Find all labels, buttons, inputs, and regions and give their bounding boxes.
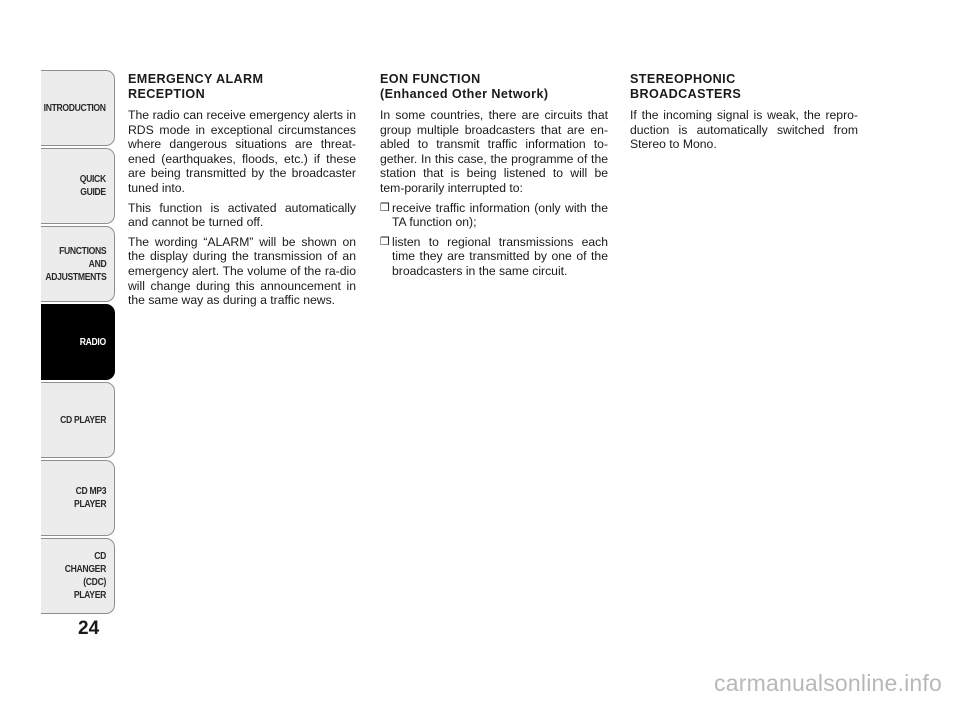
paragraph: The radio can receive emergency alerts in RDS mode in exceptional circumstances where dangerous situations are threat-ened (earthquakes, floods, etc.) if these are being transmitted by the broadcaster tuned into.	[128, 108, 356, 195]
checkbox-bullet-icon: ❒	[380, 201, 390, 214]
watermark: carmanualsonline.info	[714, 670, 942, 696]
tab-label: CD MP3 PLAYER	[73, 485, 106, 510]
heading-line: EMERGENCY ALARM	[128, 72, 264, 86]
tab-quick-guide[interactable]	[41, 148, 115, 224]
sidebar-tabs	[41, 70, 115, 616]
heading-line: EON FUNCTION	[380, 72, 481, 86]
list-item-text: receive traffic information (only with the TA function on);	[392, 200, 608, 230]
heading-line: STEREOPHONIC	[630, 72, 736, 86]
section-heading	[630, 72, 858, 102]
bullet-list	[380, 201, 608, 279]
tab-radio[interactable]	[41, 304, 115, 380]
paragraph: In some countries, there are circuits that group multiple broadcasters that are en-abled to transmit traffic information to-gether. In this case, the programme of the station that is being listened to will be tem-porarily interrupted to:	[380, 108, 608, 195]
tab-cd-mp3-player[interactable]	[41, 460, 115, 536]
tab-cd-changer-player[interactable]	[41, 538, 115, 614]
section-stereophonic-broadcasters	[630, 72, 858, 157]
tab-label: FUNCTIONS AND ADJUSTMENTS	[45, 244, 106, 283]
heading-line: RECEPTION	[128, 87, 206, 101]
checkbox-bullet-icon: ❒	[380, 235, 390, 248]
list-item	[380, 201, 608, 230]
tab-introduction[interactable]	[41, 70, 115, 146]
heading-line: (Enhanced Other Network)	[380, 87, 549, 101]
paragraph: If the incoming signal is weak, the repro-duction is automatically switched from Stereo to Mono.	[630, 108, 858, 152]
section-heading	[380, 72, 608, 102]
section-heading	[128, 72, 356, 102]
tab-label: QUICK GUIDE	[79, 173, 106, 198]
paragraph: The wording “ALARM” will be shown on the display during the transmission of an emergency alert. The volume of the ra-dio will change during this announcement in the same way as during a traffic news.	[128, 234, 356, 308]
tab-functions-and-adjustments[interactable]	[41, 226, 115, 302]
paragraph: This function is activated automatically and cannot be turned off.	[128, 200, 356, 230]
list-item	[380, 235, 608, 279]
tab-label: RADIO	[79, 335, 106, 348]
tab-label: CD PLAYER	[59, 413, 106, 426]
tab-label: CD CHANGER (CDC) PLAYER	[64, 550, 106, 601]
tab-label: INTRODUCTION	[43, 101, 106, 114]
section-eon-function	[380, 72, 608, 284]
list-item-text: listen to regional transmissions each time they are transmitted by one of the broadcasters in the same circuit.	[392, 234, 608, 278]
page-number: 24	[78, 618, 100, 639]
tab-cd-player[interactable]	[41, 382, 115, 458]
heading-line: BROADCASTERS	[630, 87, 742, 101]
section-emergency-alarm	[128, 72, 356, 313]
